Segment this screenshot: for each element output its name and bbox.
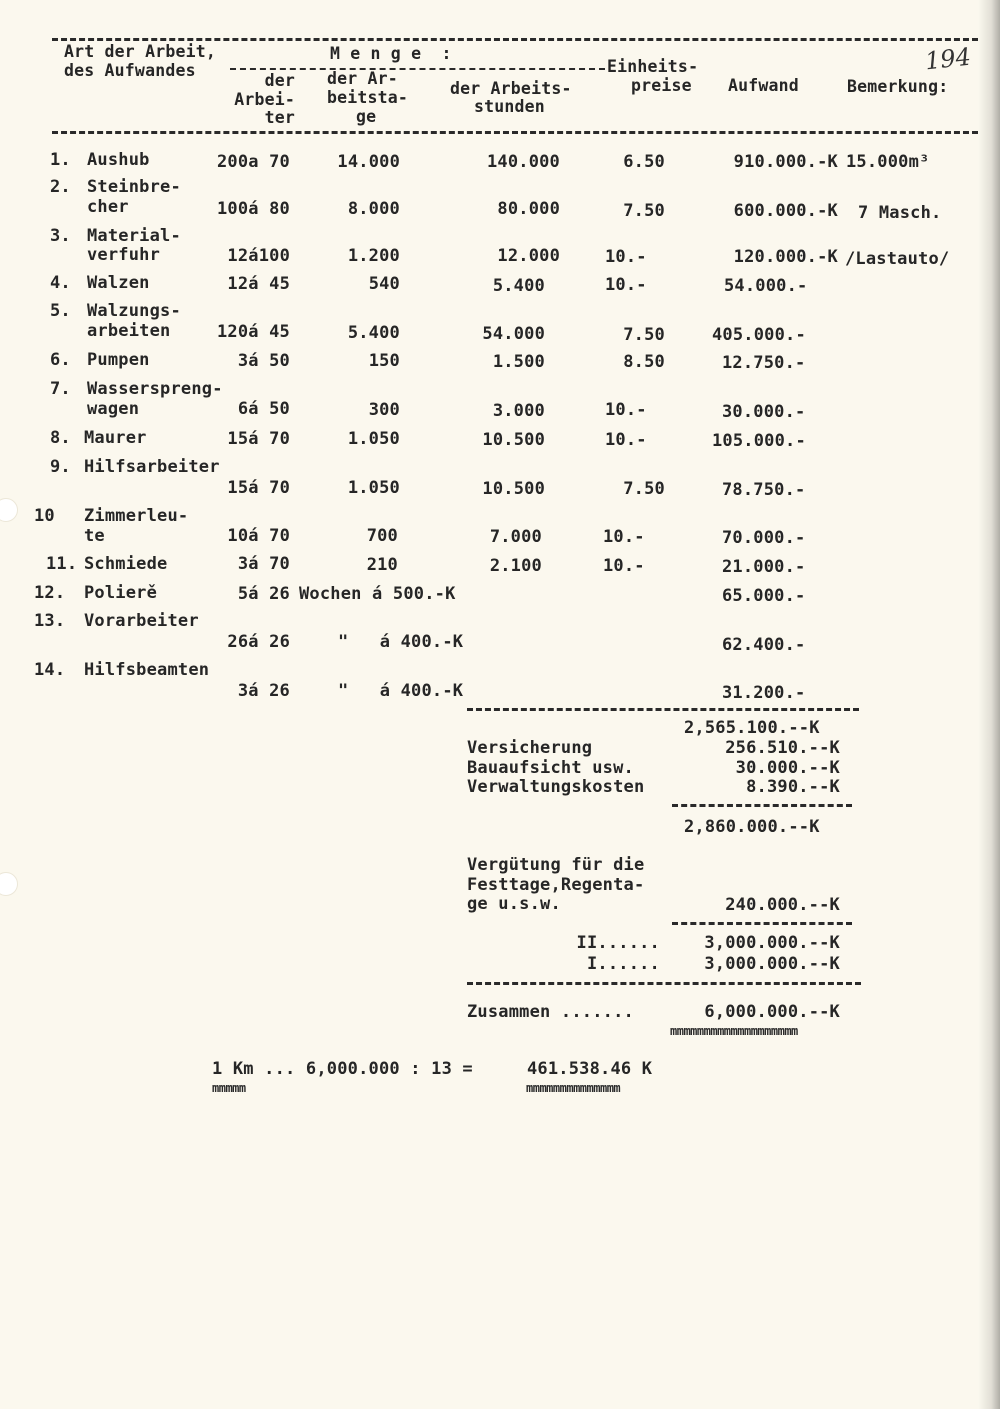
row-einheitspreis: 10.- xyxy=(605,275,647,295)
row-arbeiter: 120á 45 xyxy=(216,322,290,342)
row-arbeitsstunden: 3.000 xyxy=(492,401,545,421)
row-arbeiter: 12á100 xyxy=(227,246,290,266)
row-art: Hilfsbeamten xyxy=(84,660,210,680)
subtotal-1: 2,565.100.--K xyxy=(684,718,820,738)
row-number: 6. xyxy=(50,350,71,370)
row-einheitspreis: 7.50 xyxy=(623,479,665,499)
header-top-rule xyxy=(52,38,978,41)
row-art: Aushub xyxy=(87,150,150,170)
row-bemerkung: /Lastauto/ xyxy=(845,249,950,269)
header-col-arbeitsstunden-1: der Arbeits- xyxy=(450,79,572,98)
row-number: 3. xyxy=(50,226,71,246)
row-number: 13. xyxy=(34,611,66,631)
row-art: cher xyxy=(87,197,129,217)
zusammen-value: 6,000.000.--K xyxy=(704,1002,840,1022)
row-arbeitsstunden: 140.000 xyxy=(486,152,560,172)
i-label: I...... xyxy=(586,954,660,974)
header-col-art-2: des Aufwandes xyxy=(64,61,196,80)
row-number: 9. xyxy=(50,457,71,477)
header-col-einheitspreise-2: preise xyxy=(631,76,692,95)
row-art: Vorarbeiter xyxy=(84,611,199,631)
calc-result: 461.538.46 K xyxy=(527,1059,653,1079)
row-arbeiter: 15á 70 xyxy=(227,478,290,498)
header-menge-rule xyxy=(230,68,605,70)
row-number: 2. xyxy=(50,177,71,197)
row-einheitspreis: 6.50 xyxy=(623,152,665,172)
header-col-einheitspreise-1: Einheits- xyxy=(607,57,699,76)
row-art: wagen xyxy=(87,399,140,419)
row-number: 5. xyxy=(50,301,71,321)
row-number: 11. xyxy=(46,554,78,574)
row-arbeitstage: 540 xyxy=(368,274,400,294)
row-einheitspreis: 10.- xyxy=(605,430,647,450)
row-einheitspreis: 10.- xyxy=(605,400,647,420)
row-arbeitsstunden: 80.000 xyxy=(497,199,560,219)
verwaltung-label: Verwaltungskosten xyxy=(467,777,645,797)
header-col-arbeiter-1: der xyxy=(264,71,295,90)
row-arbeiter: 6á 50 xyxy=(237,399,290,419)
row-number: 12. xyxy=(34,583,66,603)
row-arbeitsstunden: 7.000 xyxy=(489,527,542,547)
row-art: Wasserspreng- xyxy=(87,379,223,399)
row-arbeitstage: Wochen á 500.-K xyxy=(299,584,456,604)
row-arbeiter: 10á 70 xyxy=(227,526,290,546)
row-einheitspreis: 7.50 xyxy=(623,201,665,221)
row-aufwand: 21.000.- xyxy=(722,557,806,577)
row-arbeitstage: 300 xyxy=(368,400,400,420)
row-arbeitstage: 150 xyxy=(368,351,400,371)
header-col-aufwand: Aufwand xyxy=(728,76,799,95)
versicherung-label: Versicherung xyxy=(467,738,593,758)
bauaufsicht-label: Bauaufsicht usw. xyxy=(467,758,634,778)
row-einheitspreis: 10.- xyxy=(605,247,647,267)
row-bemerkung: 7 Masch. xyxy=(858,203,942,223)
calc-left-underline: mmmmm xyxy=(212,1082,246,1094)
ii-label: II...... xyxy=(576,933,660,953)
row-arbeitstage: 8.000 xyxy=(347,199,400,219)
header-col-arbeitstage-1: der Ar- xyxy=(327,69,398,88)
row-aufwand: 62.400.- xyxy=(722,635,806,655)
row-arbeitstage: " á 400.-K xyxy=(338,632,464,652)
punch-hole xyxy=(0,498,18,522)
row-arbeiter: 12á 45 xyxy=(227,274,290,294)
subtotal-2-rule xyxy=(672,804,852,807)
row-bemerkung: 15.000m³ xyxy=(846,152,930,172)
row-arbeitsstunden: 10.500 xyxy=(482,430,545,450)
row-art: te xyxy=(84,526,105,546)
zusammen-double-underline: mmmmmmmmmmmmmmmmmmm xyxy=(670,1025,798,1037)
calc-result-underline: mmmmmmmmmmmmmm xyxy=(526,1082,621,1094)
row-aufwand: 70.000.- xyxy=(722,528,806,548)
row-aufwand: 78.750.- xyxy=(722,480,806,500)
row-art: Hilfsarbeiter xyxy=(84,457,220,477)
row-arbeitsstunden: 2.100 xyxy=(489,556,542,576)
row-art: Maurer xyxy=(84,428,147,448)
row-einheitspreis: 10.- xyxy=(603,556,645,576)
row-art: Zimmerleu- xyxy=(84,506,189,526)
row-aufwand: 65.000.- xyxy=(722,586,806,606)
row-arbeitstage: 1.050 xyxy=(347,429,400,449)
row-arbeitstage: 1.200 xyxy=(347,246,400,266)
row-arbeitstage: 5.400 xyxy=(347,323,400,343)
row-arbeiter: 3á 26 xyxy=(237,681,290,701)
row-art: arbeiten xyxy=(87,321,171,341)
verguetung-label: Festtage,Regenta- xyxy=(467,875,645,895)
zusammen-rule xyxy=(467,982,861,985)
row-aufwand: 120.000.-K xyxy=(733,247,838,267)
summary-top-rule xyxy=(467,708,859,711)
header-col-arbeitsstunden-2: stunden xyxy=(474,97,545,116)
row-arbeitstage: 14.000 xyxy=(337,152,400,172)
row-art: verfuhr xyxy=(87,245,161,265)
row-number: 10 xyxy=(34,506,55,526)
header-col-arbeiter-3: ter xyxy=(264,108,295,127)
bauaufsicht-value: 30.000.--K xyxy=(735,758,840,778)
zusammen-label: Zusammen ....... xyxy=(467,1002,634,1022)
row-arbeitstage: 700 xyxy=(366,526,398,546)
row-arbeiter: 15á 70 xyxy=(227,429,290,449)
subtotal-2: 2,860.000.--K xyxy=(684,817,820,837)
header-col-menge: M e n g e : xyxy=(330,44,452,63)
row-einheitspreis: 10.- xyxy=(603,527,645,547)
header-col-arbeitstage-2: beitsta- xyxy=(327,88,409,107)
row-arbeitsstunden: 1.500 xyxy=(492,352,545,372)
row-aufwand: 105.000.- xyxy=(712,431,806,451)
row-arbeitstage: 210 xyxy=(366,555,398,575)
row-arbeitsstunden: 12.000 xyxy=(497,246,560,266)
row-aufwand: 910.000.-K xyxy=(733,152,838,172)
row-arbeitsstunden: 5.400 xyxy=(492,276,545,296)
verguetung-value: 240.000.--K xyxy=(725,895,840,915)
row-arbeiter: 3á 50 xyxy=(237,351,290,371)
row-art: Polierě xyxy=(84,583,158,603)
ii-rule xyxy=(672,922,852,925)
header-col-arbeitstage-3: ge xyxy=(356,107,377,126)
header-col-art-1: Art der Arbeit, xyxy=(64,42,217,61)
header-col-arbeiter-2: Arbei- xyxy=(234,90,295,109)
row-arbeiter: 100á 80 xyxy=(216,199,290,219)
row-art: Walzen xyxy=(87,273,150,293)
verguetung-label: Vergütung für die xyxy=(467,855,645,875)
row-einheitspreis: 7.50 xyxy=(623,325,665,345)
row-arbeitsstunden: 10.500 xyxy=(482,479,545,499)
row-arbeiter: 5á 26 xyxy=(237,584,290,604)
header-bottom-rule xyxy=(52,131,978,134)
row-art: Walzungs- xyxy=(87,301,181,321)
i-value: 3,000.000.--K xyxy=(704,954,840,974)
row-aufwand: 54.000.- xyxy=(724,276,808,296)
row-number: 4. xyxy=(50,273,71,293)
row-art: Pumpen xyxy=(87,350,150,370)
row-art: Material- xyxy=(87,226,181,246)
row-number: 7. xyxy=(50,379,71,399)
row-einheitspreis: 8.50 xyxy=(623,352,665,372)
verwaltung-value: 8.390.--K xyxy=(746,777,840,797)
row-number: 1. xyxy=(50,150,71,170)
row-aufwand: 12.750.- xyxy=(722,353,806,373)
ii-value: 3,000.000.--K xyxy=(704,933,840,953)
row-number: 14. xyxy=(34,660,66,680)
row-aufwand: 30.000.- xyxy=(722,402,806,422)
verguetung-label: ge u.s.w. xyxy=(467,894,561,914)
row-arbeitsstunden: 54.000 xyxy=(482,324,545,344)
punch-hole xyxy=(0,872,18,896)
row-arbeiter: 200a 70 xyxy=(216,152,290,172)
row-art: Steinbre- xyxy=(87,177,181,197)
row-aufwand: 31.200.- xyxy=(722,683,806,703)
row-arbeiter: 3á 70 xyxy=(237,554,290,574)
row-aufwand: 405.000.- xyxy=(712,325,806,345)
versicherung-value: 256.510.--K xyxy=(725,738,840,758)
header-col-bemerkung: Bemerkung: xyxy=(847,77,949,96)
row-art: Schmiede xyxy=(84,554,168,574)
row-arbeitstage: " á 400.-K xyxy=(338,681,464,701)
calc-left: 1 Km ... 6,000.000 : 13 = xyxy=(212,1059,473,1079)
row-arbeiter: 26á 26 xyxy=(227,632,290,652)
row-arbeitstage: 1.050 xyxy=(347,478,400,498)
page-number: 194 xyxy=(923,42,973,76)
row-number: 8. xyxy=(50,428,71,448)
row-aufwand: 600.000.-K xyxy=(733,201,838,221)
